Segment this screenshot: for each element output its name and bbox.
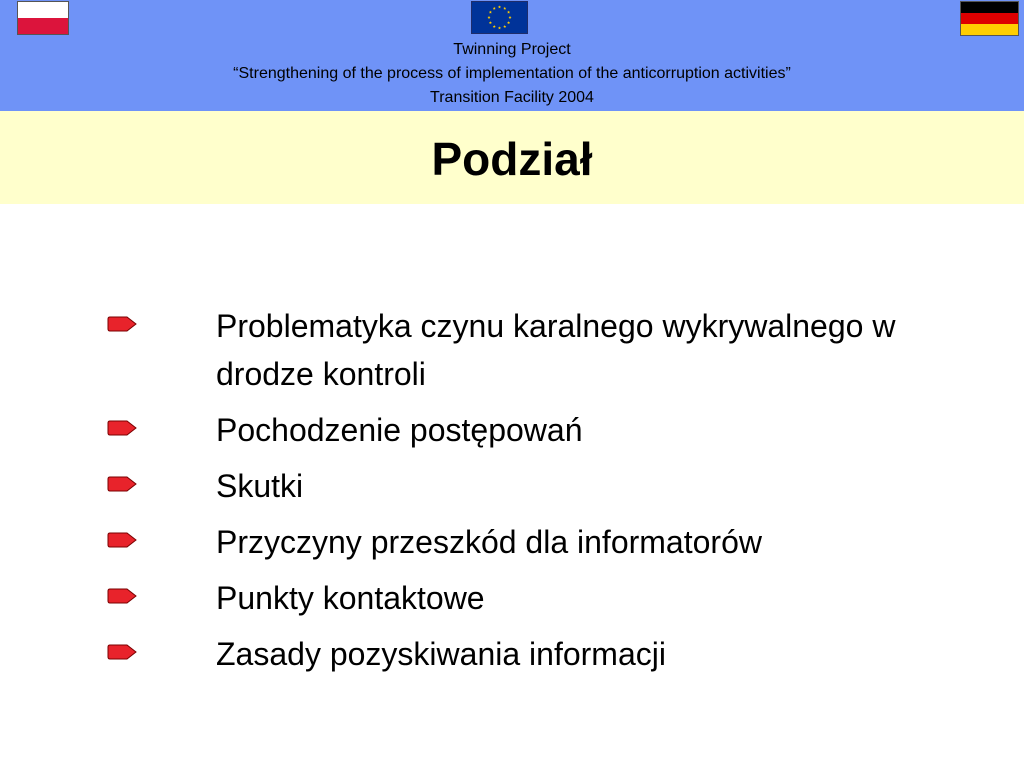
header-line-3: Transition Facility 2004 <box>430 89 594 106</box>
bullet-text: Punkty kontaktowe <box>216 580 485 616</box>
header-line-2: “Strengthening of the process of implementation of the anticorruption activities” <box>233 65 791 82</box>
bullet-item <box>0 406 1024 454</box>
bullet-text: Zasady pozyskiwania informacji <box>216 636 666 672</box>
pointer-bullet-icon <box>107 588 137 604</box>
pointer-bullet-icon <box>107 644 137 660</box>
pointer-bullet-icon <box>107 532 137 548</box>
bullet-text: Przyczyny przeszkód dla informatorów <box>216 524 762 560</box>
eu-flag-icon <box>471 1 528 34</box>
header-text <box>0 38 1024 110</box>
pointer-bullet-icon <box>107 420 137 436</box>
bullet-list <box>0 302 1024 686</box>
bullet-text: Skutki <box>216 468 304 504</box>
bullet-item <box>0 302 1024 398</box>
polish-flag-icon <box>17 1 69 35</box>
pointer-bullet-icon <box>107 476 137 492</box>
bullet-text: Pochodzenie postępowań <box>216 412 583 448</box>
german-flag-icon <box>960 1 1019 36</box>
bullet-text: Problematyka czynu karalnego wykrywalnego w drodze kontroli <box>216 308 896 392</box>
bullet-item <box>0 574 1024 622</box>
slide-title: Podział <box>431 133 593 185</box>
pointer-bullet-icon <box>107 316 137 332</box>
bullet-item <box>0 462 1024 510</box>
header-line-1: Twinning Project <box>453 41 571 58</box>
bullet-item <box>0 630 1024 678</box>
bullet-item <box>0 518 1024 566</box>
